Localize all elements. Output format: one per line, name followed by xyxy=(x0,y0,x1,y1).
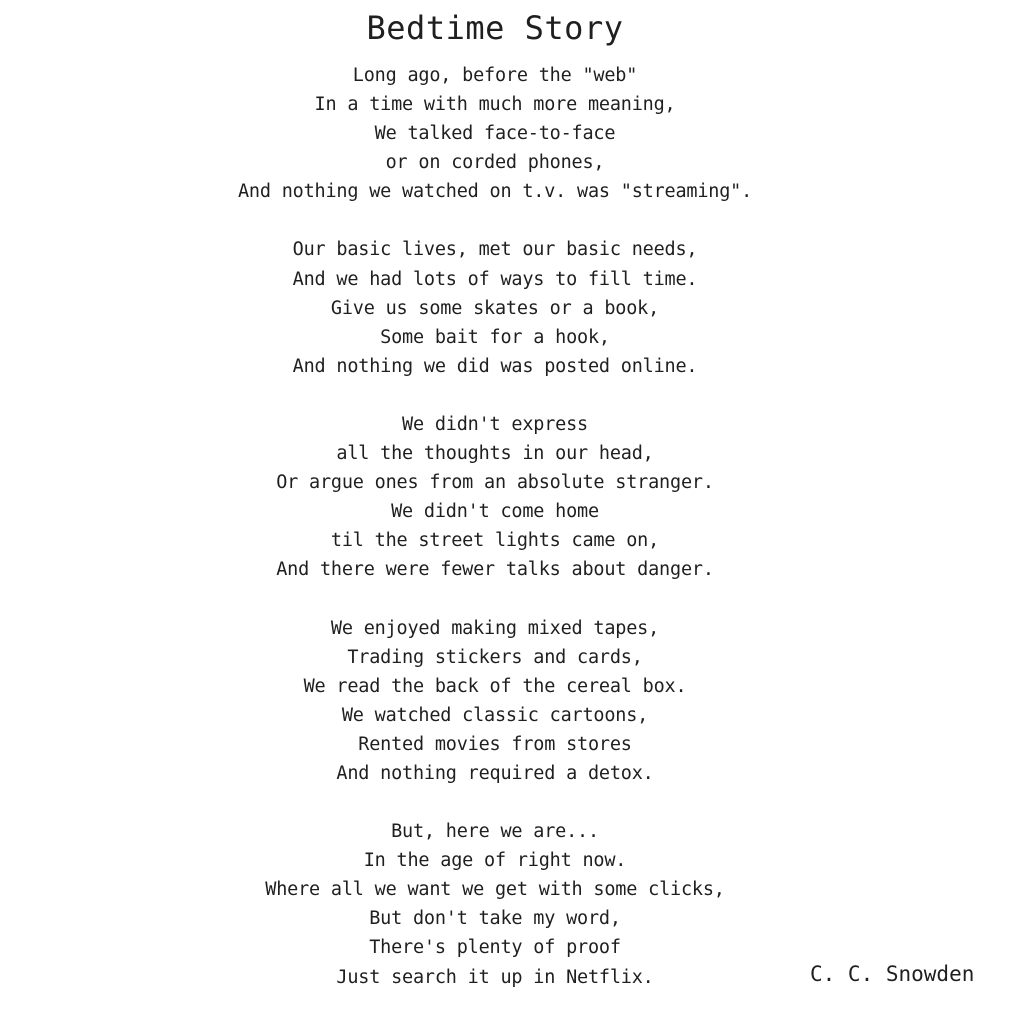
poem-line: Where all we want we get with some clicks, xyxy=(265,879,725,901)
poem-line: But, here we are... xyxy=(391,821,599,843)
stanza-2 xyxy=(0,235,990,380)
poem-line: And we had lots of ways to fill time. xyxy=(292,268,698,290)
poem-line: all the thoughts in our head, xyxy=(336,443,654,465)
poem-line: And nothing we watched on t.v. was "streaming". xyxy=(237,181,753,203)
poem-line: We didn't express xyxy=(402,413,588,435)
poem-line: Just search it up in Netflix. xyxy=(336,966,654,988)
poem-line: We didn't come home xyxy=(391,501,599,523)
poem-line: Some bait for a hook, xyxy=(380,326,610,348)
poem-line: Or argue ones from an absolute stranger. xyxy=(276,472,714,494)
poem-line: We talked face-to-face xyxy=(374,123,616,145)
poem-line: And nothing we did was posted online. xyxy=(292,355,698,377)
stanza-3 xyxy=(0,410,990,585)
poem-line: In a time with much more meaning, xyxy=(314,94,676,116)
poem-line: til the street lights came on, xyxy=(330,530,660,552)
poem-line: And there were fewer talks about danger. xyxy=(276,559,714,581)
author-signature: C. C. Snowden xyxy=(810,962,975,986)
poem-line: But don't take my word, xyxy=(369,908,621,930)
poem-line: We watched classic cartoons, xyxy=(341,704,649,726)
poem-body xyxy=(0,61,990,992)
poem-line: There's plenty of proof xyxy=(369,937,621,959)
poem-line: We enjoyed making mixed tapes, xyxy=(330,617,660,639)
poem-line: We read the back of the cereal box. xyxy=(303,675,687,697)
stanza-1 xyxy=(0,61,990,206)
poem-line: Long ago, before the "web" xyxy=(352,65,638,86)
stanza-4 xyxy=(0,614,990,789)
poem-line: Rented movies from stores xyxy=(358,733,632,755)
poem-line: Trading stickers and cards, xyxy=(347,646,643,668)
poem-line: Our basic lives, met our basic needs, xyxy=(292,239,698,261)
poem-title: Bedtime Story xyxy=(366,9,624,47)
poem-line: In the age of right now. xyxy=(363,850,627,872)
poem-line: And nothing required a detox. xyxy=(336,762,654,784)
poem-line: Give us some skates or a book, xyxy=(330,297,660,319)
poem-line: or on corded phones, xyxy=(385,152,605,174)
